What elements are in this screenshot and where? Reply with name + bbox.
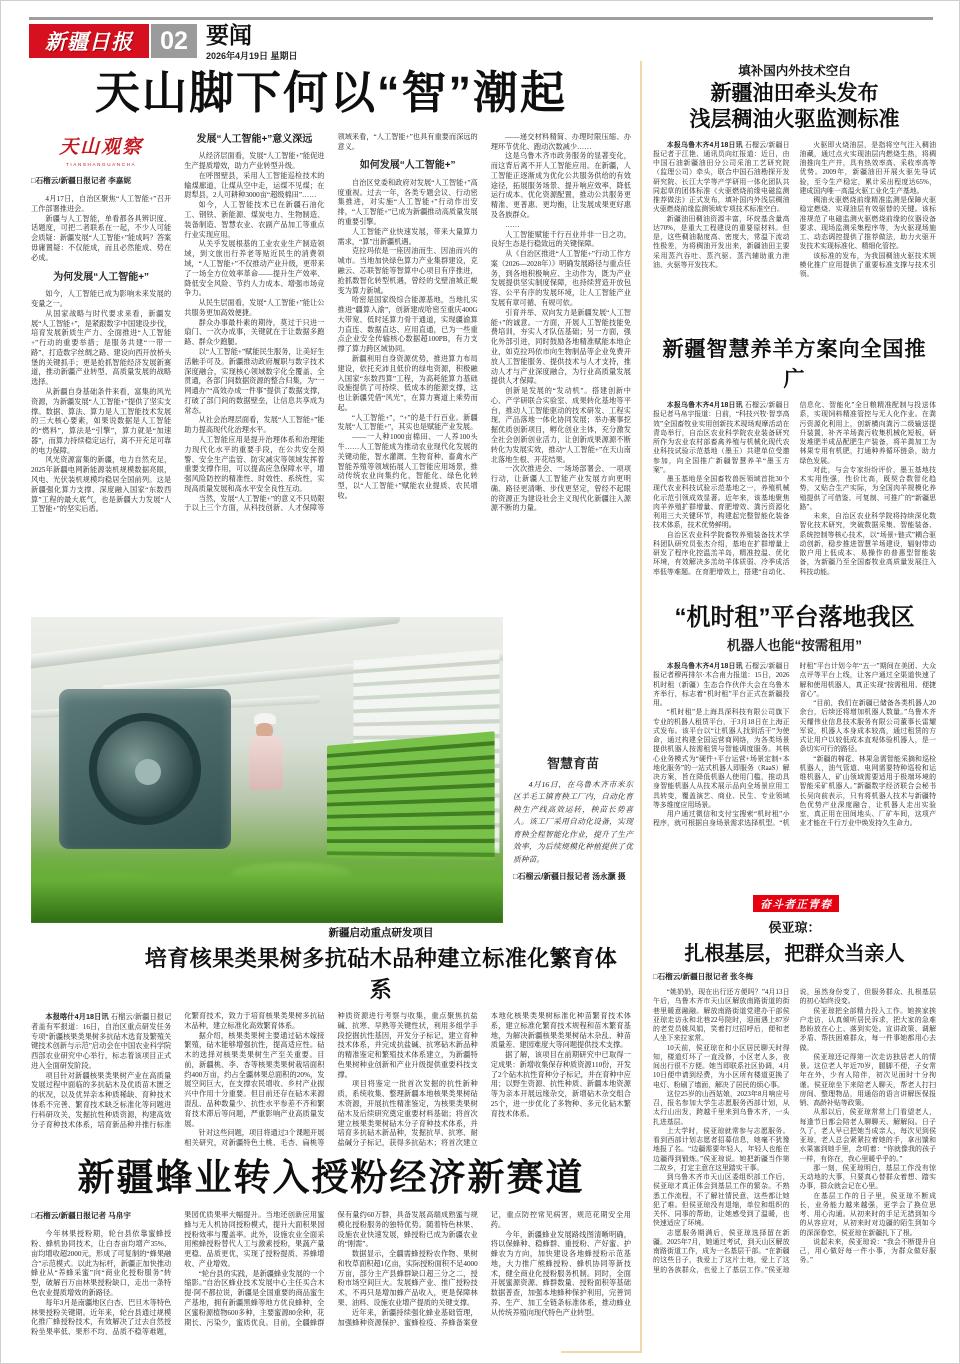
page-date: 2026年4月19日 星期日: [206, 51, 298, 61]
paragraph: “人工智能+”，“+”的是千行百业。新疆发展“人工智能+”，其实也是赋能产业发展。: [337, 413, 478, 432]
masthead: [29, 22, 298, 61]
paragraph: 群众办事最朴素的期待，莫过于只进一扇门、一次办成事，关键就在于让数据多跑路、群众少跑腿。: [184, 318, 325, 347]
paragraph: 近年来，新疆持续强化蜂业基础管理，加强蜂种资源保护、蜜蜂检疫、养蜂备案登记，重点防控常见病害，规范花期安全用药。: [337, 1211, 631, 1327]
paragraph: 自治区农业科学院畜牧养殖装备技术学科团队研究员张杰介绍，基地在扩群增量上研发了程序化控温羔羊岛，精准控温、优化环境，有效解决多羔幼羊体质弱、冷季成活率低等难题。在育肥增效上，搭建“自动化、信息化、智能化”全日粮精准配制与投送体系，实现饲料精准管控与无人化作业。在粪污资源化利用上，创新横向粪污二级输送提升装置，补齐羊场粪污收集机械化短板，研发堆肥半成品配肥生产装备，将羊粪加工为林果专用有机肥，打通种养循环链条，助力绿色发展。: [653, 402, 936, 576]
paragraph: 今年，新疆蜂业发展路线图清晰明确，将以保蜂种、稳蜂群、重授粉、产好蜜、护蜂农为方向，加快建设各地蜂授粉示范基地，大力推广熊蜂授粉、蜂机协同等新技术，健全商业化授粉服务机制。同时，全面开展蜜源资源、蜂群数量、授粉面积等基础数据普查，加强本地蜂种保护利用，完善饲养、生产、加工全链条标准体系，推动蜂业从传统养殖向现代特色产业转型。: [490, 1230, 631, 1317]
oil-article-body: [653, 141, 936, 327]
article-fruit-rootstock: [31, 925, 631, 1170]
header-rule: [29, 17, 933, 20]
tianshan-guancha-logo: [31, 135, 171, 168]
paragraph: 侯亚琼把全部精力投入工作。她挨家挨户走访，认真倾听居民诉求，把大家的急难愁盼放在心上、落到实处。宣讲政策、调解矛盾、帮扶困难群众，每一件事她都用心去做。: [799, 1007, 936, 1052]
paragraph: 人工智能赋能千行百业并非一日之功，良好生态是行稳致远的关键保障。: [490, 230, 631, 249]
main-article-body: [31, 133, 631, 615]
section-subhead: 为何发展“人工智能+”: [53, 271, 150, 283]
paragraph: 人工智能应用是提升治理体系和治理能力现代化水平的重要手段，在公共安全预警、安全生产监管、防灾减灾等领域发挥着重要支撑作用，可以提高应急保障水平，增强风险防控的精准性、时效性、系统性，实现高质量发展和高水平安全良性互动。: [184, 436, 325, 493]
paragraph: 风光资源富集的新疆，电力自然充足，2025年新疆电网新能源装机规模数据亮眼，风电、光伏装机规模均稳居全国前列。这是新疆强化算力支撑、深度融入国家“东数西算”工程的最大底气，也是新疆大力发展“人工智能+”的坚实后盾。: [31, 456, 172, 514]
section-subhead: 如何发展“人工智能+”: [359, 160, 456, 172]
main-byline: □石榴云/新疆日报记者 李嘉妮: [31, 175, 131, 185]
column-divider-rule: [640, 61, 642, 1353]
paragraph: 对此，与会专家纷纷评价，墨玉基地技术实用性强，性价比高，既契合数智化趋势，又贴合生产实际，为全国肉羊规模化养殖提供了可借鉴、可复制、可推广的“新疆思路”。: [799, 466, 936, 511]
paragraph: 每年3月是南疆地区白杏、巴旦木等特色林果授粉关键期。近年来，轮台县通过规模化推广蜂授粉技术，有效解决了过去自然授粉坐果率低、果形不均、品质不稳等难题，果园优质果率大幅提升。当地还创新应用蜜蜂与无人机协同授粉模式，提升大面积果园授粉效率与覆盖率。此外，设施农业全面采用熊蜂授粉替代人工与激素授粉，果蔬产量更稳、品质更优，实现了授粉提质、养蜂增收、产业增效。: [31, 1211, 325, 1337]
article-main-ai: [31, 63, 631, 615]
paragraph: “姚奶奶，现在出行还方便吗？”4月13日午后，乌鲁木齐市天山区解放南路街道的街巷里暖意融融。解放南路街道党建办干部侯亚琼走访永和北巷22号院时，迎面遇上87岁的老党员姚凤娟，笑着打过招呼后，便和老人坐下来拉家常。: [653, 989, 790, 1043]
paragraph: 到乌鲁木齐市天山区委组织部工作后，侯亚琼才真正体会到基层工作的繁杂。不熟悉工作流程，不了解社情民意，这些都让她犯了难。但侯亚琼没有退缩，单位和组织的关怀、同事的帮助，让她感受到了温暖，也快速适应了环境。: [653, 1174, 790, 1228]
paragraph: 从民生层面看，发展“人工智能+”能让公共服务更加高效便捷。: [184, 299, 325, 317]
paragraph: 在呼图壁县，采用人工智能巡检技术的输煤廊道，让煤从空中走，运煤不见煤；在尉犁县，2人可耕种3000亩“超级棉田”……: [184, 171, 325, 200]
paragraph: 当然，发展“人工智能+”的意义不只局限于以上三个方面，从科技创新、人才保障等领域来看，“人工智能+”也具有重要而深远的意义。: [184, 132, 478, 513]
section-subhead: 发展“人工智能+”意义深远: [196, 133, 313, 145]
sheep-article-body: [653, 401, 936, 623]
paragraph: 从国家战略与时代要求来看，新疆发展“人工智能+”，是紧跟数字中国建设步伐，培育发展新质生产力、全面推进“人工智能+”行动的重要举措；是服务共建“一带一路”、打造数字丝绸之路、建设向西开放桥头堡的关键抓手；更是抢抓智能经济发展新赛道，推动新疆产业转型、高质量发展的战略选择。: [31, 309, 172, 387]
paragraph: “机时租”是上海具深科技有限公司旗下专业的机器人租赁平台，于3月18日在上海正式发布。该平台以“让机器人找到活干”为使命，通过构建全国运营商网络，为各类场景提供机器人按需租赁与智能调度服务。其核心业务模式为“硬件+平台运营+场景定制+本地化服务”的一站式机器人即服务（RaaS）解决方案，旨在降低机器人使用门槛，推动具身智能机器人从技术展示品向全场景应用工具转变，覆盖演艺、商业、民生、专业领域等多维度应用场景。: [653, 709, 790, 809]
paragraph: 从经济层面看，发展“人工智能+”能促进生产提质增效，助力产业转型升级。: [184, 152, 325, 171]
paragraph: 在基层工作的日子里，侯亚琼不断成长，业务能力越来越强，更学会了换位思考、用心沟通。从初来时的手足无措到如今的从容应对，从初来时对边疆的陌生到如今的深深眷恋，侯亚琼在新疆扎下了根。: [799, 1192, 936, 1237]
paragraph: 从关乎发展根基的工业农业生产制造领域，到文旅出行养老等贴近民生的消费领域，“人工智能+”不仅推动产业升级，更带来了一场全方位效率革命——提升生产效率、降低安全风险、节约人力成本、增强市场竞争力。: [184, 240, 325, 298]
paragraph: 从社会治理层面看，发展“人工智能+”能助力提高现代化治理水平。: [184, 416, 325, 435]
oil-headline: [653, 81, 936, 134]
paragraph: 火驱即火烧油层，是指将空气注入稠油油藏，通过点火实现油层内燃烧生热，将稠油推向生产井，具有热效率高、采收率高等优势。2009年，新疆油田开展火驱先导试验，至今生产稳定，累计采出程度达65%，建成国内唯一高温火驱工业化生产基地。: [799, 141, 936, 195]
hou-article-body: [653, 988, 936, 1350]
article-robot-rental: [653, 597, 936, 894]
seedling-foreground: [31, 849, 503, 923]
bee-headline: 新疆蜂业转入授粉经济新赛道: [77, 1157, 585, 1198]
paragraph: 从《自治区推进“人工智能+”行动工作方案（2026—2028年）》明确发展路径与重点任务，到各地积极响应、主动作为，既为产业发展提供坚实制度保障，也持续营造开放包容、公平有序的发展环境，让人工智能产业发展有章可循、有规可依。: [490, 250, 631, 308]
paragraph: 说起未来，侯亚琼说：“我会不断提升自己，用心做好每一件小事，为群众做好服务。”: [799, 1238, 936, 1265]
paragraph: 这位25岁的山西姑娘，2023年8月响应号召，报名参加大学生志愿服务西部计划，从太行山出发，跨越千里来到乌鲁木齐，一头扎进基层。: [653, 1090, 790, 1126]
paragraph: 本报乌鲁木齐4月18日讯 石榴云/新疆日报记者于江艳、通讯员向红报道：近日，由中国石油新疆油田分公司采油工艺研究院（监理公司）牵头，联合中国石油勘探开发研究院、长江大学等产学研用一体化团队共同起草的团体标准《火驱燃烧前缘电磁监测推荐做法》正式发布，填补国内外浅层稠油火驱燃烧前缘监测领域专项技术标准空白。: [653, 141, 790, 214]
paragraph: 创新是发展的“发动机”。搭建创新中心、产学研联合实验室、成果转化基地等平台，推动人工智能驱动的技术研发、工程实现、产品落地一体化协同发展；举办赛事挖掘优质创新项目，孵化创业主体，充分激发全社会创新创业活力，让创新成果源源不断转化为发展实效，推动“人工智能+”在天山南北落地生根、开花结果。: [490, 387, 631, 464]
worker-body: [249, 736, 283, 790]
bottom-corner-rule: [561, 1351, 642, 1353]
paragraph: 本报乌鲁木齐4月18日讯 石榴云/新疆日报记者穆再排尔·木合甫力报道：15日，2026机时租（新疆）生态合作伙伴大会在乌鲁木齐举行，标志着“机时租”平台正式在新疆投用。: [653, 663, 790, 707]
paragraph: ……: [505, 220, 520, 229]
paragraph: 据了解，该项目在前期研究中已取得一定成果：新增收集保存种质资源110份，开发了2个砧木抗性育种分子标记，并在育种中应用；以野生资源、抗性种质、新疆本地资源等为亲本开展远缘杂交，新增砧木杂交组合25个，进一步优化了多物种、多元化砧木繁育技术体系。: [490, 1051, 631, 1118]
photo-caption: [513, 617, 633, 923]
oil-headline-line1: 新疆油田牵头发布: [710, 82, 879, 105]
section-name: 要闻: [206, 22, 252, 48]
paragraph: 项目针对新疆核果类果树产业在高质量发展过程中面临的多抗砧木及优质苗木匮乏的状况，以及优异亲本种质稀缺、育种技术体系不完善、繁育技术缺乏标准化等问题进行科研攻关，发掘抗性种质资源，构建高效分子育种技术体系，培育新品种并推行标准化繁育技术，致力于培育核果类果树多抗砧木品种，建立标准化高效繁育体系。: [31, 1012, 325, 1129]
youth-striver-banner: 奋斗者正青春: [753, 895, 839, 912]
paragraph: 项目将鉴定一批首次发掘的抗性新种质，系统收集、整理新疆本地核果类果树砧木资源，开展抗性精准鉴定，为核果类果树砧木及后续研究奠定重要材料基础；将首次建立核果类果树砧木分子育种技术体系，并培育多抗砧木新品种，发掘抗旱、抗寒、耐盐碱分子标记，获得多抗砧木；将首次建立本地化核果类果树标准化种苗繁育技术体系，建立标准化繁育技术规程和苗木繁育基地，为解决新疆核果类果树砧木杂乱、种苗质量差、建园难度大等问题提供技术支撑。: [337, 1012, 631, 1148]
oil-kicker: 填补国内外技术空白: [738, 64, 851, 78]
paragraph: 自治区党委和政府对发展“人工智能+”高度重视。过去一年，各类专题会议、行动密集推进，对实施“人工智能+”行动作出安排，“人工智能+”已成为新疆推动高质量发展的重要引擎。: [337, 178, 478, 227]
bee-byline: □石榴云/新疆日报记者 马帛宇: [31, 1211, 131, 1220]
article-hou-yaqiong: [653, 917, 936, 1350]
paragraph: 用户通过微信和支付宝搜索“机时租”小程序，就可根据自身场景需求选择机型。“机时租”平台计划今年“五一”期间在美团、大众点评等平台上线，让客户通过全渠道快速了解和使用机器人，真正实现“按需租用、便捷省心”。: [653, 663, 936, 828]
masthead-section-block: [206, 22, 298, 61]
caption-title: 智慧育苗: [546, 756, 599, 771]
paper-logo: 新疆日报: [29, 24, 149, 58]
paragraph: ——递交材料精简、办理时限压缩、办理环节优化、跑动次数减少……: [490, 132, 631, 151]
article-bee-pollination: [31, 1147, 631, 1343]
paragraph: “目前，我们在新疆已储备各类机器人20余台，后续还将增加机器人数量。”乌鲁木齐天耀伟业信息技术服务有限公司董事长雷耀军说，机器人本身成本较高，通过租赁的方式让用户以较低成本直观体验机器人，是一条切实可行的路径。: [799, 700, 936, 754]
fruit-kicker: 新疆启动重点研发项目: [328, 927, 434, 939]
paragraph: 该标准的发布，为我国稠油火驱技术规模化推广应用提供了重要标准支撑与技术引领。: [799, 252, 936, 278]
paragraph: 侯亚琼还记得第一次走访独居老人的情景。这位老人年近70岁，腿脚不便，子女常年在外，少有人陪伴，初次见面时十分拘谨。侯亚琼坐下来陪老人聊天，帮老人打扫房间、整理物品，用通俗的语言讲解医保报销、高龄补贴等政策。: [799, 1053, 936, 1107]
photo-smart-seedling: [31, 617, 503, 923]
paragraph: 今年林果授粉期，轮台县依靠蜜蜂授粉、蜂机协同技术，让白杏亩均增产35%、亩均增收超2000元，形成了可复制的“蜂果融合”示范模式。以此为标杆，新疆正加快推动蜂业从“养蜂采蜜”向“商业化授粉服务”转型，破解百万亩林果授粉缺口，走出一条特色农业提质增效的新路径。: [31, 1230, 172, 1297]
sheep-headline: 新疆智慧养羊方案向全国推广: [662, 338, 927, 391]
article-oil-standard: [653, 61, 936, 327]
worker-figure: [249, 713, 289, 790]
paragraph: 新疆利用自身资源优势，推进算力布局建设，依托充沛且低价的绿电资源，积极融入国家“东数西算”工程，为高耗能算力基础设施提供了可持续、低成本的能源支撑，这也让新疆凭借“风光”，在算力赛道上乘势而起。: [337, 354, 478, 412]
paragraph: 数据显示，全疆需蜂授粉农作物、果树和牧草面积超1亿亩，实际授粉面积不足4000万亩，部分主产县蜂群缺口超三分之二，授粉市场空间巨大。发展蜂产业、推广授粉技术，不再只是增加蜂产品收入，更是保障林果、油料、设施农业增产提质的关键支撑。: [337, 1250, 478, 1308]
column-label: 天山观察: [59, 136, 144, 158]
paragraph: “轮台县的实践，是新疆蜂业发展的一个缩影。”自治区蜂业技术发展中心主任买合木提·阿不都拉说，新疆是全国重要的商品蜜生产基地，拥有新疆黑蜂等地方优良蜂种，全区蜜粉源植物600多种，主要蜜源80余种，花期长、污染少，蜜质优良。目前，全疆蜂群保有量约60万群，具备发展高端成熟蜜与规模化授粉服务的独特优势。随着特色林果、设施农业快速发展，蜂授粉已成为新疆农业的“刚需”。: [184, 1211, 478, 1327]
paragraph: 墨玉基地是全国畜牧兽医领域首批30个现代农业科技试验示范基地之一，养殖机械化示范引领成效显著。近年来，该基地聚焦肉羊养殖扩群增量、育肥增效、粪污资源化利用三大关键环节，构建起完整智能化装备技术体系，技术优势鲜明。: [653, 476, 790, 530]
paragraph: 引育并举、双向发力是新疆发展“人工智能+”的诚意。一方面，开展人工智能技能免费培训，夯实人才队伍基础；另一方面，强化外部引进，同时鼓励各地精准赋能本地企业，如克拉玛依市向生物制品等企业免费开放人工智能服务、提供技术与人才支持，推动人才与产业深度融合，为行业高质量发展提供人才保障。: [490, 308, 631, 386]
paragraph: 针对这些问题，项目将通过3个课题开展相关研究，对新疆特色土桃、毛杏、扁桃等种质资源进行考察与收集，重点聚焦抗盐碱、抗寒、早熟等关键性状，利用多组学手段挖掘抗性基因，开发分子标记，建立育种技术体系，并完成抗盐碱、抗寒砧木新品种的精准鉴定和繁殖技术体系建立，为新疆特色果树种业创新和产业升级提供重要科技支撑。: [184, 1012, 478, 1148]
greenhouse-pipe: [31, 617, 400, 671]
robot-subheadline: 机器人也能“按需租用”: [727, 638, 862, 653]
paragraph: 未来，自治区农业科学院将持续深化数智化技术研究，突破数据采集、智能装备、系统控制等核心技术，以“场景+链式”耦合驱动创新，稳步推进智慧羊场建设，辐射带动散户用上低成本、易操作的普惠型智能装备，为新疆乃至全国畜牧业高质量发展注入科技动能。: [799, 513, 936, 576]
paragraph: 人工智能产业快速发展，带来大量算力需求，“算”出新疆机遇。: [337, 227, 478, 246]
paragraph: 一次次推进会、一场场部署会、一项项行动，让新疆人工智能产业发展方向更明确、路径更清晰、步伐更坚定，曾经不起眼的资源正为建设社会主义现代化新疆注入源源不断的力量。: [490, 465, 631, 513]
oil-headline-line2: 浅层稠油火驱监测标准: [689, 108, 900, 132]
paragraph: 如今，人工智能技术已在新疆石油化工、钢铁、新能源、煤炭电力、生物制造、装备制造、智慧农业、农副产品加工等重点行业实现应用。: [184, 201, 325, 239]
paragraph: 从新疆自身基础条件来看，富集的风光资源，为新疆发展“人工智能+”提供了坚实支撑。数据、算法、算力是人工智能技术发展的三大核心要素，如果说数据是人工智能的“燃料”，算法是“引擎”，算力就是“加速器”，而算力持续稳定运行，离不开充足可靠的电力保障。: [31, 388, 172, 455]
seedling-trays: [327, 731, 495, 860]
hou-kicker: 侯亚琼：: [768, 920, 821, 935]
paragraph: 稠油火驱燃烧前缘精准监测是保障火驱稳定燃烧、实现油层有效驱替的关键。该标准规范了电磁监测火驱燃烧前缘的仪器设备要求、现场监测采集程序等，为火驱现场施工、动态调控提供了推荐做法，助力火驱开发技术实现标准化、精细化管控。: [799, 197, 936, 251]
paragraph: 克拉玛依是一座因油而生、因油而兴的城市。当地加快绿色算力产业集群建设，克融云、芯联智能等智算中心项目有序推进，抢抓数智化转型机遇，曾经的戈壁油城正蜕变为算力新城。: [337, 247, 478, 295]
robot-headline: “机时租”平台落地我区: [674, 604, 915, 631]
column-label-en: TIANSHANGUANCHA: [66, 161, 137, 167]
machine-drum: [89, 713, 201, 825]
paragraph: 本报乌鲁木齐4月18日讯 石榴云/新疆日报记者马帛宇报道：日前，“科技兴牧·智享高效”全国畜牧业实用创新技术现场观摩活动在青岛举行，自治区农业科学院农业装备研究所作为农业农村部畜禽养殖与机械化现代农业科技试验示范基地（墨玉）共建单位受邀参加，向全国推广新疆智慧养羊“墨玉方案”。: [653, 402, 790, 474]
paragraph: 新疆油田稠油资源丰富，环烷基含量高达70%，是重大工程建设的重要原材料。但是，这些稠油黏度高、密度大，常温下流动性极差，为将稠油开发出来，新疆油田主要采用蒸汽吞吐、蒸汽驱、蒸汽辅助重力泄油、火驱等开发技术。: [653, 215, 790, 269]
seeding-machine: [59, 689, 231, 849]
paragraph: 4月17日，自治区聚焦“人工智能+”召开工作部署推进会。: [31, 195, 172, 213]
main-headline: 天山脚下何以“智”潮起: [94, 67, 567, 118]
caption-credit: □石榴云/新疆日报记者 汤永灏 摄: [513, 872, 626, 882]
paragraph: 那一刻，侯亚琼明白，基层工作没有惊天动地的大事，只要真心替群众着想、踏实办事，群众就会记在心里。: [799, 1164, 936, 1191]
hou-headline: 扎根基层，把群众当亲人: [684, 943, 905, 965]
paragraph: 10天前，侯亚琼在和小区居民聊天时得知，楼道灯坏了一直没修，小区老人多，夜间出行很不方便。她当即联系社区协调，4月10日便申请到经费，为小区所有楼道更换了电灯、粉刷了墙面，解决了居民的烦心事。: [653, 1044, 790, 1089]
paragraph: ——一人种1000亩棉田、一人养100头牛……人工智能成为推动农业现代化发展的关键动能，智水灌溉、生物育种、畜禽水产智能养殖等领域拓展人工智能应用场景，推动传统农业向集约化、智能化、绿色化转型，以“人工智能+”赋能农业提质、农民增收。: [337, 433, 478, 500]
paragraph: 以“人工智能+”赋能民生服务，让美好生活触手可及。新疆推动政府履职与数字技术深度融合，实现核心领域数字化全覆盖、全贯通，各部门间数据资源的整合归集，为“一网通办”“高效办成一件事”提供了数据支撑，打破了部门间的数据壁垒，让信息共享成为常态。: [184, 347, 325, 415]
fruit-headline: 培育核果类果树多抗砧木品种建立标准化繁育体系: [144, 946, 618, 1002]
paragraph: 新疆与人工智能，单看都各具辨识度、话题度，可把二者联系在一起，不少人可能会质疑：新疆发展“人工智能+”能成吗？答案毋庸置疑：不仅能成，而且必然能成、势在必成。: [31, 214, 172, 262]
paragraph: 如今，人工智能已成为影响未来发展的变量之一。: [31, 290, 172, 308]
page-number: 02: [151, 24, 197, 58]
paragraph: “新疆的棉花、林果急需智能采摘和巡检机器人，油气管道、电网需要特种巡检和运维机器人，矿山领域需要适用于极端环境的智能采矿机器人。”新疆数字经济联合会秘书长吴向前表示，只有将机器人技术与新疆特色优势产业深度融合，让机器人走出实验室，真正用在田间地头、厂矿车间，这项产业才能在千行万业中焕发持久生命力。: [799, 755, 936, 828]
paragraph: 据介绍，核果类果树主要通过砧木嫁接繁殖，砧木能够增强抗性，提高适应性。砧木的选择对核果类果树生产至关重要。目前，新疆桃、李、杏等核果类果树栽培面积约400万亩，约占全疆林果总面积的20%，发展空间巨大，在支撑农民增收、乡村产业振兴中作用十分重要。但目前还存在砧木来源混乱、品种数量少、抗性水平参差不齐和繁育技术滞后等问题，严重影响产业高质量发展。: [184, 1031, 325, 1128]
robot-article-body: [653, 662, 936, 894]
paragraph: 从那以后，侯亚琼常常上门看望老人，每逢节日都会陪老人聊聊天、解解闷。日子久了，老人早已把她当成亲人，每次见到侯亚琼，老人总会紧紧拉着她的手，拿出馕和水果塞到她手里，念叨着：“你就像我的孩子一样，有你在，我心里暖乎乎的。”: [799, 1109, 936, 1163]
paragraph: 这是乌鲁木齐市政务服务的显著变化，而这背后离不开人工智能应用。在新疆，人工智能正逐渐成为优化公共服务供给的有效途径，拓展服务场景、提升响应效率、降低运行成本、优化资源配置，推动公共服务更精准、更普惠、更均衡，让发展成果更好惠及各族群众。: [490, 152, 631, 219]
machine-drum-hub: [135, 759, 161, 785]
paragraph: 志愿服务期满后，侯亚琼选择留在新疆。2025年7月，她通过考试，到天山区解放南路街道工作，成为一名基层干部。“在新疆的这些日子，我爱上了这片土地，爱上了这里的各族群众，也爱上了基层工作。”侯亚琼说，虽然身份变了，但服务群众、扎根基层的初心始终没变。: [653, 989, 936, 1274]
paragraph: 本报喀什4月18日讯 石榴云/新疆日报记者盖有军报道：16日，自治区重点研发任务专项“新疆核果类果树多抗砧木选育及繁殖关键技术创新与示范”启动会在中国农业科学院西部农业研究中心举行，标志着该项目正式进入全面研发阶段。: [31, 1012, 172, 1070]
bee-article-body: [31, 1211, 631, 1343]
hou-byline: □石榴云/新疆日报记者 张冬梅: [653, 972, 753, 981]
paragraph: 哈密是国家级综合能源基地，当地扎实推进“疆算入渝”，创新建成哈密至重庆400G大带宽、低时延算力骨干通道，实现疆渝算力直连、数据直达、应用直通，已为一些重点企业安全传输核心数据超100PB，有力支撑了算力跨区域协同。: [337, 296, 478, 354]
paragraph: 上大学时，侯亚琼就常参与志愿服务。看到西部计划志愿者招募信息，她毫不犹豫地报了名。“边疆需要年轻人，年轻人也能在边疆得到锻炼。”侯亚琼说。她把新疆当作第二故乡，打定主意在这里踏实干事。: [653, 1127, 790, 1172]
caption-text: 4月16日，在乌鲁木齐市米东区羊毛工镇育秧工厂内，自动化育秧生产线高效运转，秧苗长势喜人。该工厂采用自动化设备，实现育秧全程智能化作业，提升了生产效率，为后续规模化种植提供了优质种苗。: [513, 780, 633, 864]
article-smart-sheep: [653, 333, 936, 623]
